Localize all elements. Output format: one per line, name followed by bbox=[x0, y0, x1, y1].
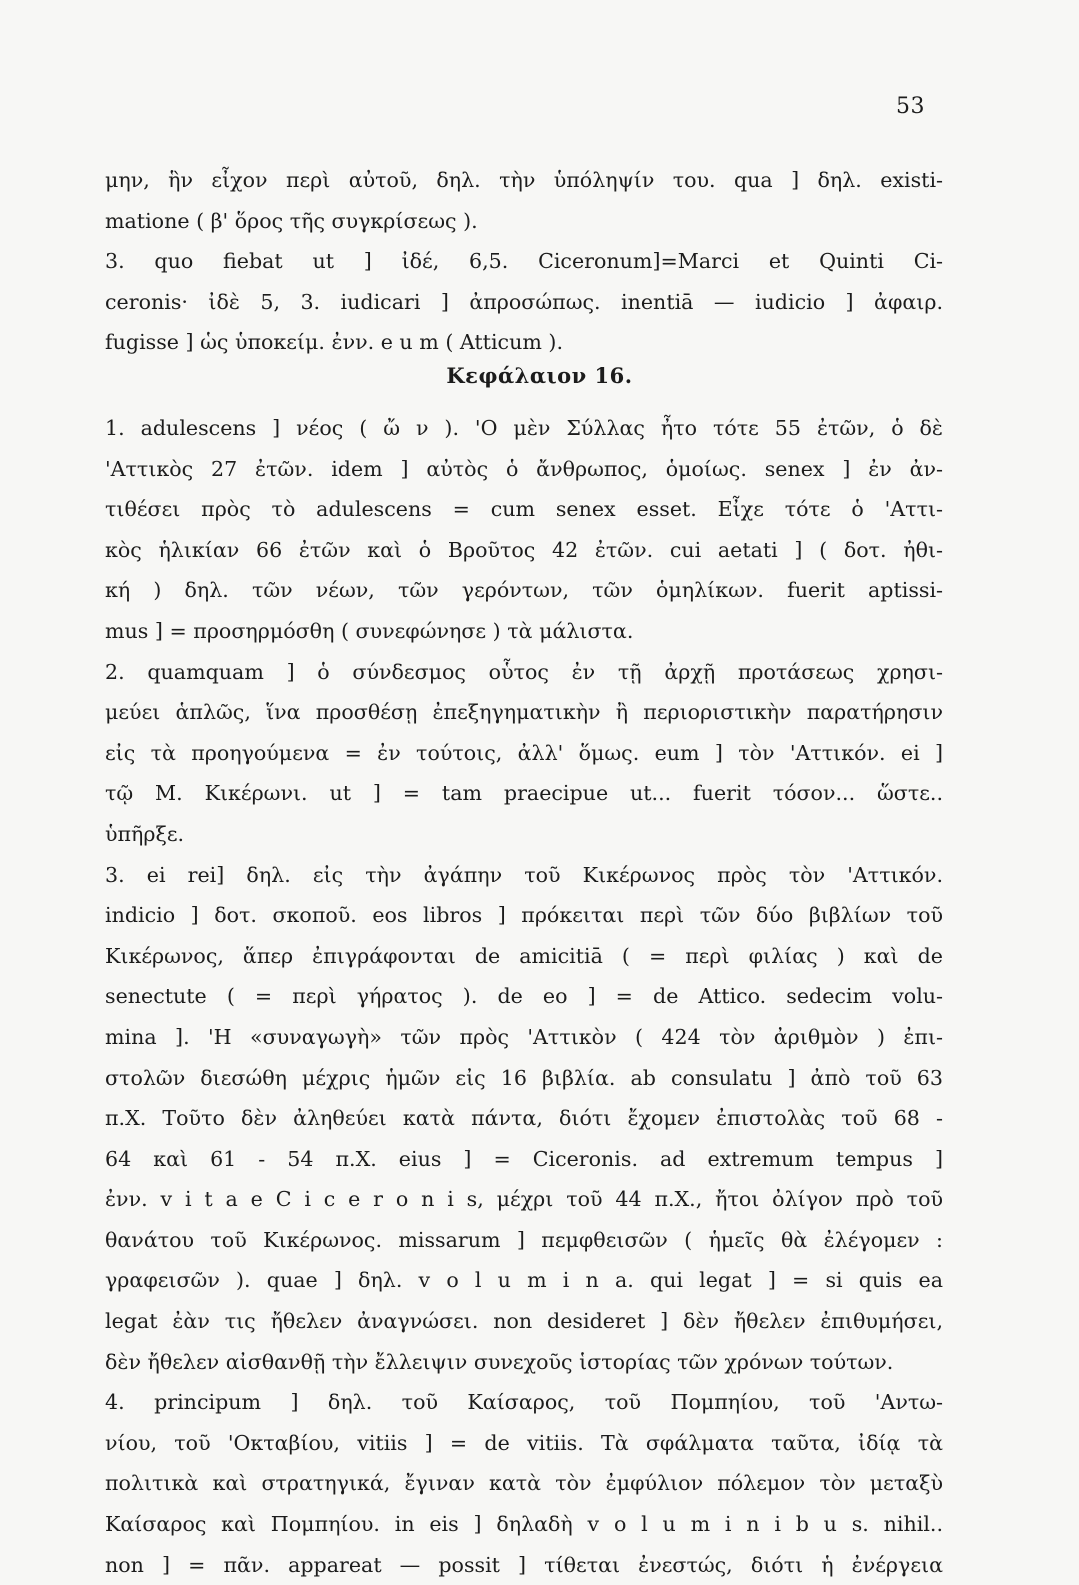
text-line: εἰς τὰ προηγούμενα = ἐν τούτοις, ἀλλ' ὅμως. eum ] τὸν 'Αττικόν. ei ] bbox=[105, 740, 943, 765]
text-line: 4. principum ] δηλ. τοῦ Καίσαρος, τοῦ Πομπηίου, τοῦ 'Αντω- bbox=[105, 1390, 943, 1415]
text-line: mus ] = προσηρμόσθη ( συνεφώνησε ) τὰ μάλιστα. bbox=[105, 618, 634, 643]
page-number: 53 bbox=[896, 94, 925, 119]
intro-paragraph bbox=[105, 160, 943, 363]
text-line: senectute ( = περὶ γήρατος ). de eo ] = de Attico. sedecim volu- bbox=[105, 984, 943, 1009]
text-line: non ] = πᾶν. appareat — possit ] τίθεται ἐνεστώς, διότι ἡ ἐνέργεια bbox=[105, 1552, 943, 1577]
text-line: κὸς ἡλικίαν 66 ἐτῶν καὶ ὁ Βροῦτος 42 ἐτῶν. cui aetati ] ( δοτ. ἠθι- bbox=[105, 537, 943, 562]
chapter-body bbox=[105, 408, 943, 1585]
text-line: κή ) δηλ. τῶν νέων, τῶν γερόντων, τῶν ὁμηλίκων. fuerit aptissi- bbox=[105, 578, 943, 603]
text-line: mina ]. 'Η «συναγωγὴ» τῶν πρὸς 'Αττικὸν ( 424 τὸν ἀριθμὸν ) ἐπι- bbox=[105, 1024, 943, 1049]
text-line: μεύει ἁπλῶς, ἵνα προσθέσῃ ἐπεξηγηματικὴν ἢ περιοριστικὴν παρατήρησιν bbox=[105, 700, 943, 725]
text-line: θανάτου τοῦ Κικέρωνος. missarum ] πεμφθεισῶν ( ἡμεῖς θὰ ἐλέγομεν : bbox=[105, 1227, 943, 1252]
text-line: 3. quo fiebat ut ] ἰδέ, 6,5. Ciceronum]=Marci et Quinti Ci- bbox=[105, 249, 943, 274]
text-line: τῷ Μ. Κικέρωνι. ut ] = tam praecipue ut... fuerit τόσον... ὥστε.. bbox=[105, 781, 943, 806]
text-line: ὑπῆρξε. bbox=[105, 821, 185, 846]
text-line: matione ( β' ὅρος τῆς συγκρίσεως ). bbox=[105, 208, 478, 233]
text-line: indicio ] δοτ. σκοποῦ. eos libros ] πρόκειται περὶ τῶν δύο βιβλίων τοῦ bbox=[105, 903, 943, 928]
chapter-heading: Κεφάλαιον 16. bbox=[446, 363, 633, 388]
text-line: νίου, τοῦ 'Οκταβίου, vitiis ] = de vitiis. Τὰ σφάλματα ταῦτα, ἰδίᾳ τὰ bbox=[105, 1430, 943, 1455]
text-line: 2. quamquam ] ὁ σύνδεσμος οὗτος ἐν τῇ ἀρχῇ προτάσεως χρησι- bbox=[105, 659, 943, 684]
text-line: γραφεισῶν ). quae ] δηλ. v o l u m i n a. qui legat ] = si quis ea bbox=[105, 1268, 943, 1293]
text-line: 3. ei rei] δηλ. εἰς τὴν ἀγάπην τοῦ Κικέρωνος πρὸς τὸν 'Αττικόν. bbox=[105, 862, 943, 887]
text-line: ἐνν. v i t a e C i c e r o n i s, μέχρι τοῦ 44 π.Χ., ἤτοι ὀλίγον πρὸ τοῦ bbox=[105, 1187, 943, 1212]
text-line: 'Αττικὸς 27 ἐτῶν. idem ] αὐτὸς ὁ ἄνθρωπος, ὁμοίως. senex ] ἐν ἀν- bbox=[105, 456, 943, 481]
text-line: Κικέρωνος, ἅπερ ἐπιγράφονται de amicitiā ( = περὶ φιλίας ) καὶ de bbox=[105, 943, 943, 968]
text-line: 1. adulescens ] νέος ( ὤ ν ). 'Ο μὲν Σύλλας ἦτο τότε 55 ἐτῶν, ὁ δὲ bbox=[105, 416, 943, 440]
text-line: ceronis· ἰδὲ 5, 3. iudicari ] ἀπροσώπως. inentiā — iudicio ] ἀφαιρ. bbox=[105, 289, 943, 314]
text-line: δὲν ἤθελεν αἰσθανθῇ τὴν ἔλλειψιν συνεχοῦς ἱστορίας τῶν χρόνων τούτων. bbox=[105, 1349, 894, 1374]
text-line: πολιτικὰ καὶ στρατηγικά, ἔγιναν κατὰ τὸν ἐμφύλιον πόλεμον τὸν μεταξὺ bbox=[105, 1471, 943, 1496]
text-line: μην, ἣν εἶχον περὶ αὐτοῦ, δηλ. τὴν ὑπόληψίν του. qua ] δηλ. existi- bbox=[105, 168, 943, 192]
text-line: fugisse ] ὡς ὑποκείμ. ἐνν. e u m ( Atticum ). bbox=[105, 330, 563, 355]
text-line: Καίσαρος καὶ Πομπηίου. in eis ] δηλαδὴ v o l u m i n i b u s. nihil.. bbox=[105, 1512, 943, 1537]
text-line: τιθέσει πρὸς τὸ adulescens = cum senex esset. Εἶχε τότε ὁ 'Αττι- bbox=[105, 497, 943, 522]
text-line: στολῶν διεσώθη μέχρις ἡμῶν εἰς 16 βιβλία. ab consulatu ] ἀπὸ τοῦ 63 bbox=[105, 1065, 943, 1090]
text-line: π.Χ. Τοῦτο δὲν ἀληθεύει κατὰ πάντα, διότι ἔχομεν ἐπιστολὰς τοῦ 68 - bbox=[105, 1106, 943, 1131]
text-line: 64 καὶ 61 - 54 π.Χ. eius ] = Ciceronis. ad extremum tempus ] bbox=[105, 1146, 943, 1171]
text-line: legat ἐὰν τις ἤθελεν ἀναγνώσει. non desideret ] δὲν ἤθελεν ἐπιθυμήσει, bbox=[105, 1309, 943, 1334]
